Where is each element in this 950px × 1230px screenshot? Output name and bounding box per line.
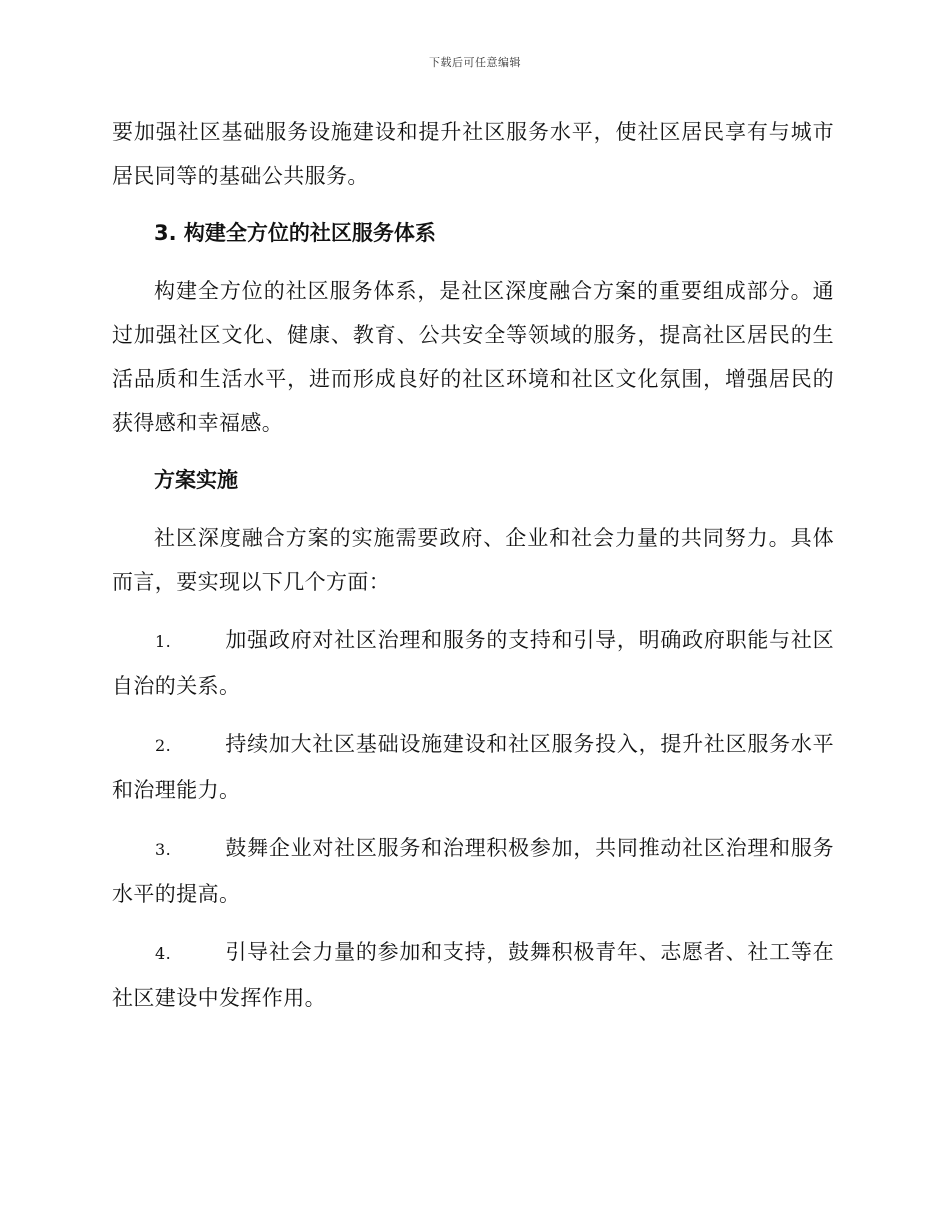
list-item bbox=[112, 722, 834, 812]
page-header: 下载后可任意编辑 bbox=[429, 56, 521, 69]
list-item bbox=[112, 826, 834, 916]
list-text: 持续加大社区基础设施建设和社区服务投入，提升社区服务水平和治理能力。 bbox=[112, 732, 834, 802]
section-paragraph: 构建全方位的社区服务体系，是社区深度融合方案的重要组成部分。通过加强社区文化、健康、教育、公共安全等领域的服务，提高社区居民的生活品质和生活水平，进而形成良好的社区环境和社区文化氛围，增强居民的获得感和幸福感。 bbox=[112, 279, 834, 435]
list-number: 3. bbox=[155, 840, 172, 859]
plan-paragraph: 社区深度融合方案的实施需要政府、企业和社会力量的共同努力。具体而言，要实现以下几个方面： bbox=[112, 526, 834, 594]
document-body bbox=[112, 110, 834, 1020]
list-number: 1. bbox=[155, 632, 172, 651]
section-heading: 3. 构建全方位的社区服务体系 bbox=[154, 221, 436, 245]
list-item bbox=[112, 930, 834, 1020]
list-number: 2. bbox=[155, 736, 172, 755]
intro-paragraph: 要加强社区基础服务设施建设和提升社区服务水平，使社区居民享有与城市居民同等的基础公共服务。 bbox=[112, 120, 834, 188]
list-text: 引导社会力量的参加和支持，鼓舞积极青年、志愿者、社工等在社区建设中发挥作用。 bbox=[112, 940, 834, 1010]
list-text: 加强政府对社区治理和服务的支持和引导，明确政府职能与社区自治的关系。 bbox=[112, 628, 834, 698]
list-text: 鼓舞企业对社区服务和治理积极参加，共同推动社区治理和服务水平的提高。 bbox=[112, 836, 834, 906]
list-number: 4. bbox=[155, 944, 172, 963]
plan-heading: 方案实施 bbox=[154, 468, 238, 492]
list-item bbox=[112, 618, 834, 708]
